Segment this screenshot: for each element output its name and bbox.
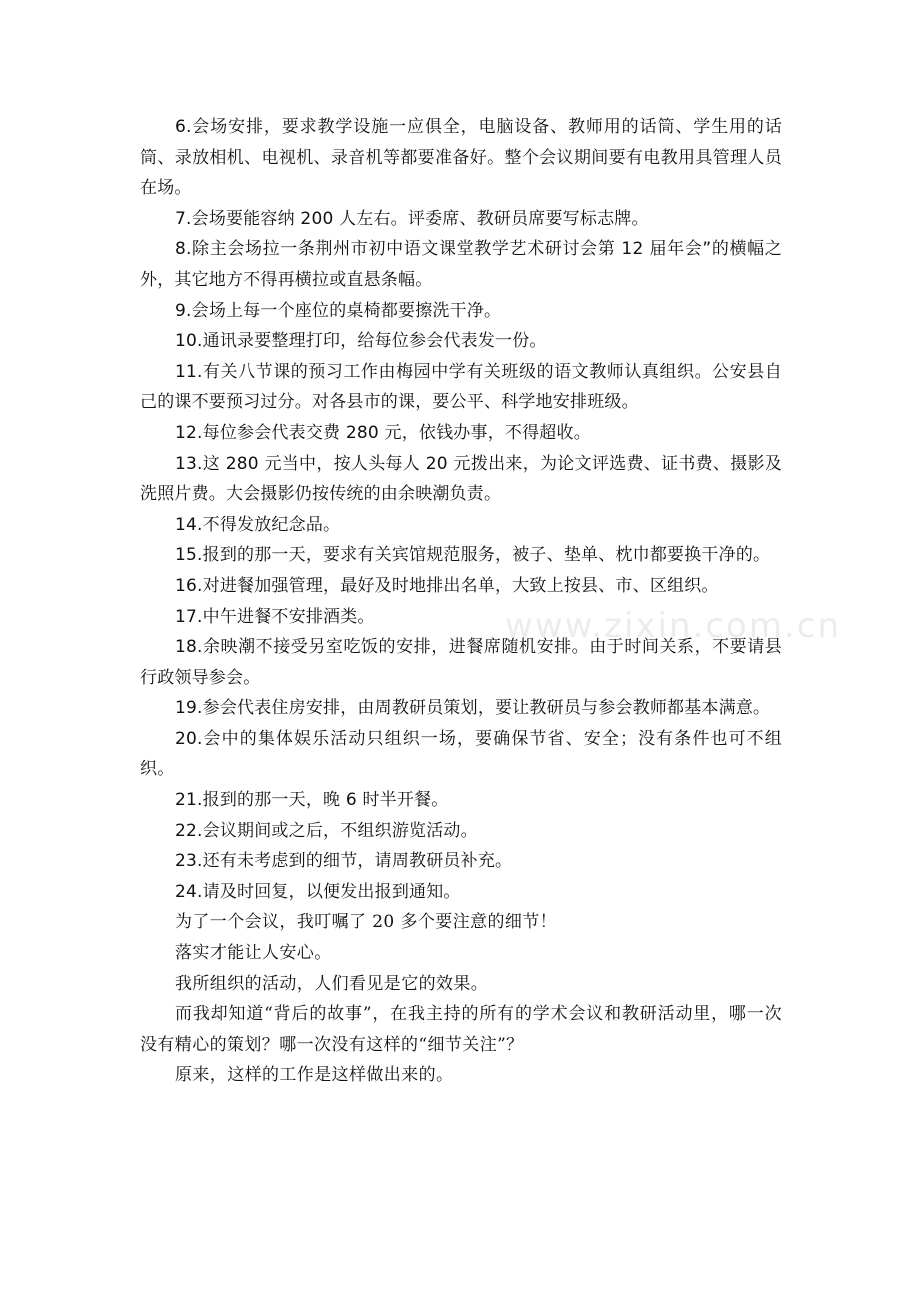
paragraph-18: 18.余映潮不接受另室吃饭的安排，进餐席随机安排。由于时间关系，不要请县行政领导参会。 [140, 637, 782, 688]
paragraph-22: 22.会议期间或之后，不组织游览活动。 [175, 820, 478, 841]
paragraph-24: 24.请及时回复，以便发出报到通知。 [175, 881, 461, 902]
paragraph-15: 15.报到的那一天，要求有关宾馆规范服务，被子、垫单、枕巾都要换干净的。 [175, 545, 771, 566]
paragraph-20: 20.会中的集体娱乐活动只组织一场，要确保节省、安全；没有条件也可不组织。 [140, 728, 782, 780]
paragraph-23: 23.还有未考虑到的细节，请周教研员补充。 [175, 851, 513, 872]
paragraph-19: 19.参会代表住房安排，由周教研员策划，要让教研员与参会教师都基本满意。 [175, 698, 771, 719]
paragraph-13: 13.这 280 元当中，按人头每人 20 元拨出来，为论文评选费、证书费、摄影及洗照片费。大会摄影仍按传统的由余映潮负责。 [140, 453, 782, 505]
closing-paragraph-4: 而我却知道“背后的故事”，在我主持的所有的学术会议和教研活动里，哪一次没有精心的策划？哪一次没有这样的“细节关注”？ [140, 1004, 782, 1055]
closing-paragraph-2: 落实才能让人安心。 [175, 943, 332, 964]
closing-paragraph-5: 原来，这样的工作是这样做出来的。 [175, 1065, 454, 1086]
paragraph-8: 8.除主会场拉一条荆州市初中语文课堂教学艺术研讨会第 12 届年会”的横幅之外，其它地方不得再横拉或直悬条幅。 [140, 239, 782, 290]
watermark: www.zixin.com.cn [505, 606, 841, 646]
paragraph-21: 21.报到的那一天，晚 6 时半开餐。 [175, 790, 449, 811]
paragraph-11: 11.有关八节课的预习工作由梅园中学有关班级的语文教师认真组织。公安县自己的课不要预习过分。对各县市的课，要公平、科学地安排班级。 [140, 361, 782, 413]
document-body [140, 112, 782, 1091]
paragraph-6: 6.会场安排，要求教学设施一应俱全，电脑设备、教师用的话筒、学生用的话筒、录放相机、电视机、录音机等都要准备好。整个会议期间要有电教用具管理人员在场。 [140, 117, 782, 199]
paragraph-17: 17.中午进餐不安排酒类。 [175, 606, 375, 627]
paragraph-7: 7.会场要能容纳 200 人左右。评委席、教研员席要写标志牌。 [175, 208, 649, 229]
closing-paragraph-3: 我所组织的活动，人们看见是它的效果。 [175, 973, 489, 994]
paragraph-9: 9.会场上每一个座位的桌椅都要擦洗干净。 [175, 300, 502, 321]
paragraph-12: 12.每位参会代表交费 280 元，依钱办事，不得超收。 [175, 422, 591, 443]
closing-paragraph-1: 为了一个会议，我叮嘱了 20 多个要注意的细节！ [175, 912, 558, 933]
paragraph-16: 16.对进餐加强管理，最好及时地排出名单，大致上按县、市、区组织。 [175, 575, 719, 596]
paragraph-10: 10.通讯录要整理打印，给每位参会代表发一份。 [175, 331, 547, 352]
paragraph-14: 14.不得发放纪念品。 [175, 514, 341, 535]
